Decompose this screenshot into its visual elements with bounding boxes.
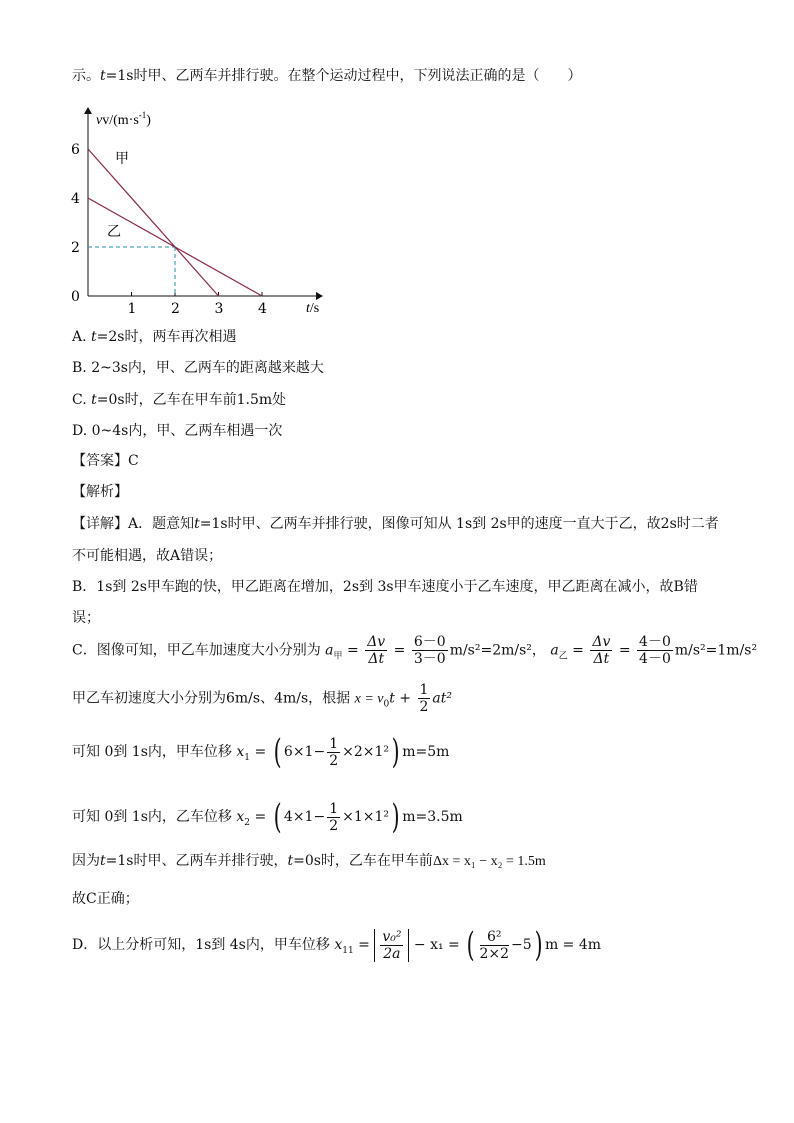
series-label-yi: 乙 <box>107 224 121 240</box>
y-tick-label: 6 <box>71 142 80 158</box>
x-axis-label: t/s <box>306 301 320 316</box>
velocity-time-graph <box>60 100 350 322</box>
solution-d-displacement: D．以上分析可知，1s到 4s内，甲车位移 $x_{11}$ = $\frac{\text{v₀²}}{2a}$ − x₁ = ( $\frac{\text{6²}}{2\times 2}$ −5) m = 4m <box>72 925 602 965</box>
stem-variable: t <box>100 68 106 84</box>
option-b: B. 2~3s内，甲、乙两车的距离越来越大 <box>72 360 324 376</box>
x-tick-label: 4 <box>258 301 267 317</box>
solution-c-jia-displacement: 可知 0到 1s内，甲车位移 $x_1$ = ( 6×1− $\frac{1}{2}$ ×2×1²) m=5m <box>72 732 450 772</box>
solution-c-conclusion: 因为t=1s时甲、乙两车并排行驶，t=0s时，乙车在甲车前Δx = x₁ − x₂ = 1.5m <box>72 853 546 869</box>
series-label-jia: 甲 <box>115 151 129 167</box>
x-tick-label: 3 <box>214 301 224 317</box>
solution-a-line2: 不可能相遇，故A错误； <box>72 548 223 564</box>
x-tick-label: 2 <box>171 301 180 317</box>
option-a: A. t=2s时，两车再次相遇 <box>72 329 237 345</box>
solution-c-initial-velocity: 甲乙车初速度大小分别为6m/s、4m/s，根据 $x = v_0t$ + $\frac{1}{2}$ at² <box>72 682 453 715</box>
solution-c-acceleration: C．图像可知，甲乙车加速度大小分别为 $a_甲$ = $\frac{\Delta v}{\Delta t}$ = $\frac{6-0}{3-0}$ m/s²=2m/s²， $a_乙$ = $\frac{\Delta v}{\Delta t}$ = $\frac{4-0}{4-0}$ m/s²=1m/s² <box>72 634 758 667</box>
option-c: C. t=0s时，乙车在甲车前1.5m处 <box>72 392 287 408</box>
answer-value: C <box>128 453 139 469</box>
x-tick-label: 1 <box>127 301 137 317</box>
stem-text: =1s时甲、乙两车并排行驶。在整个运动过程中，下列说法正确的是（ ） <box>105 68 582 84</box>
series-line-yi <box>88 198 262 296</box>
series-line-jia <box>88 149 219 296</box>
answer <box>72 452 139 470</box>
stem-prefix: 示。 <box>72 68 100 84</box>
solution-b-line1: B．1s到 2s甲车跑的快，甲乙距离在增加，2s到 3s甲车速度小于乙车速度，甲乙距离在减小，故B错 <box>72 579 698 595</box>
analysis-label: 【解析】 <box>72 484 128 500</box>
solution-b-line2: 误； <box>72 610 100 626</box>
y-tick-label: 0 <box>71 289 80 305</box>
solution-c-correct: 故C正确； <box>72 891 139 907</box>
answer-label: 【答案】 <box>72 453 128 469</box>
question-stem <box>72 67 581 85</box>
y-tick-label: 4 <box>71 191 80 207</box>
y-tick-label: 2 <box>71 240 80 256</box>
solution-a-line1: 【详解】A．题意知t=1s时甲、乙两车并排行驶，图像可知从 1s到 2s甲的速度一直大于乙，故2s时二者 <box>72 516 719 532</box>
y-axis-label: $vv/(m\cdot s^{-1})$ <box>96 110 151 128</box>
solution-c-yi-displacement: 可知 0到 1s内，乙车位移 $x_2$ = ( 4×1− $\frac{1}{2}$ ×1×1²) m=3.5m <box>72 797 463 837</box>
option-d: D. 0~4s内，甲、乙两车相遇一次 <box>72 423 283 439</box>
